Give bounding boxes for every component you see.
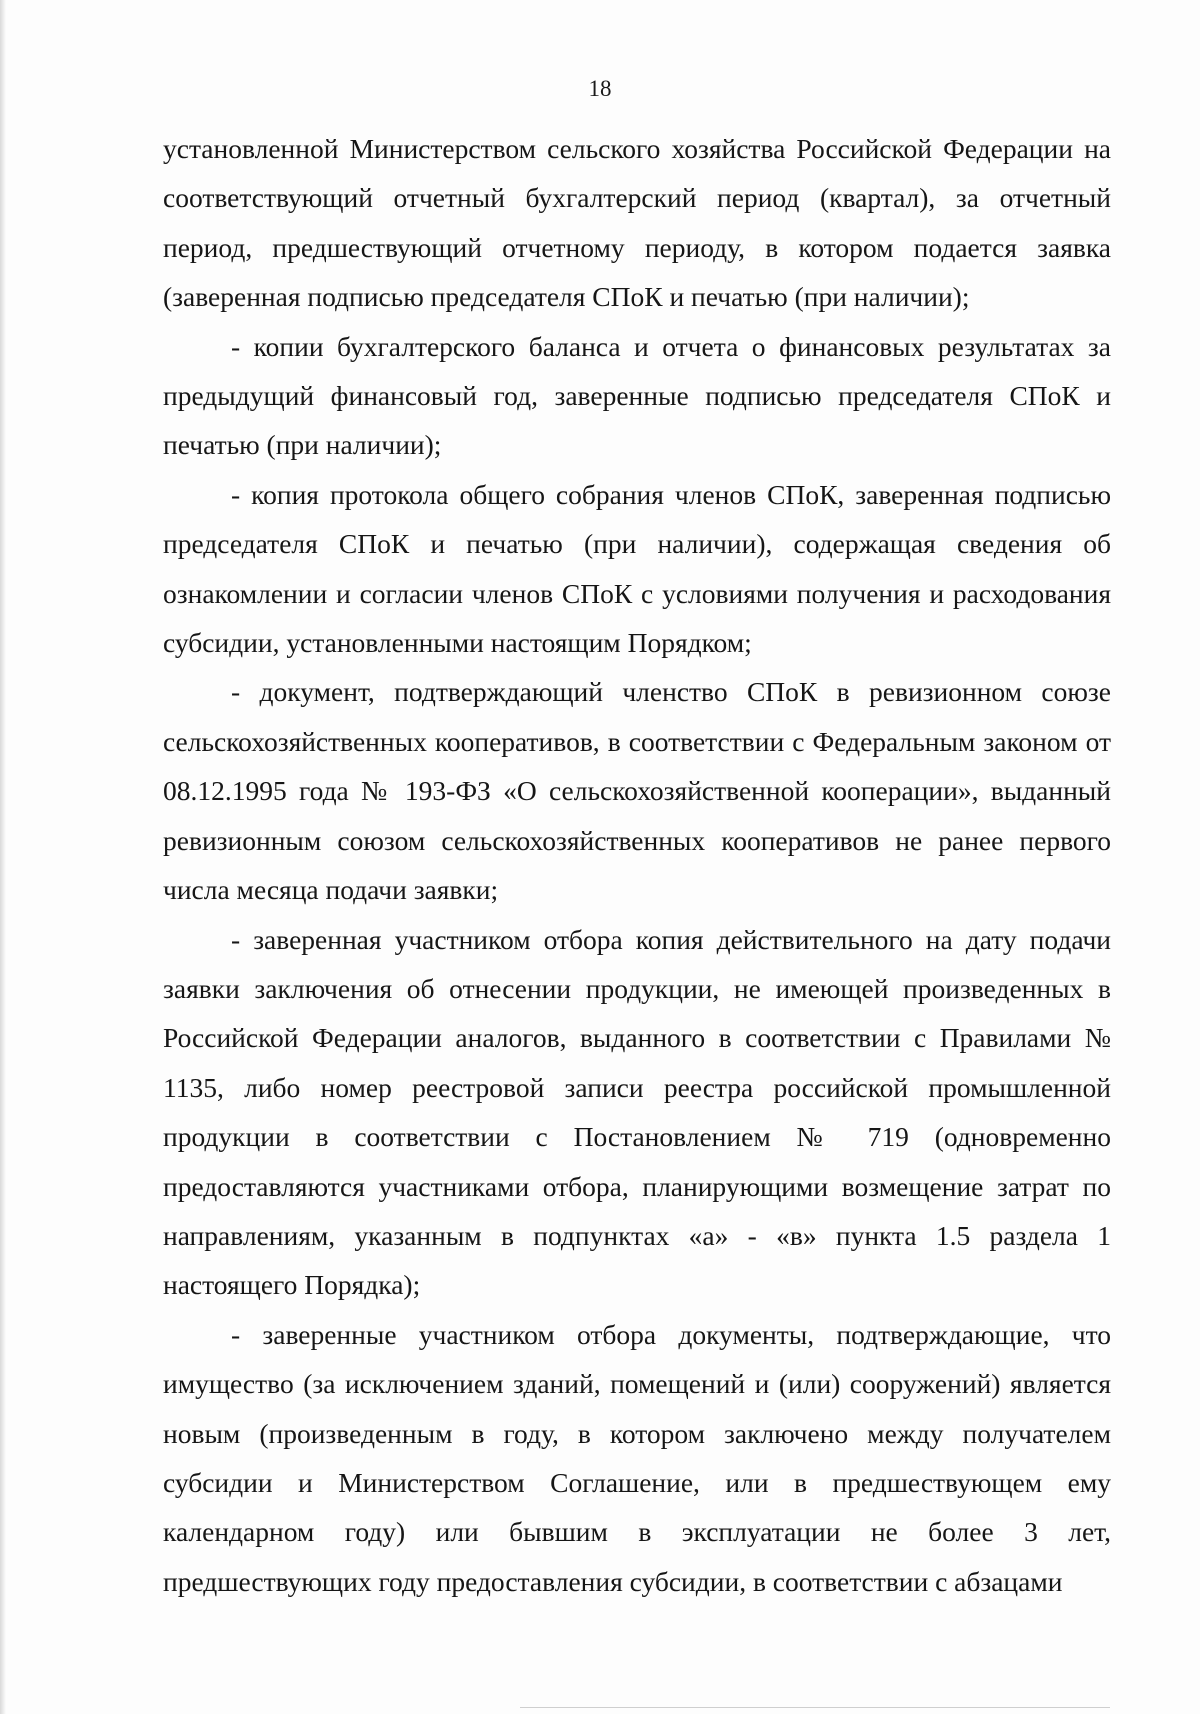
paragraph-meeting-protocol: - копия протокола общего собрания членов СПоК, заверенная подписью председателя СПоК и печатью (при наличии), содержащая сведения об ознакомлении и согласии членов СПоК с условиями получения и расходования субсидии, установленными настоящим Порядком; <box>163 478 1111 659</box>
paragraph-audit-union-membership: - документ, подтверждающий членство СПоК в ревизионном союзе сельскохозяйственных кооперативов, в соответствии с Федеральным законом от 08.12.1995 года № 193-ФЗ «О сельскохозяйственной кооперации», выданный ревизионным союзом сельскохозяйственных кооперативов не ранее первого числа месяца подачи заявки; <box>163 676 1111 906</box>
body-text <box>163 124 1111 1606</box>
paragraph-property-documents: - заверенные участником отбора документы, подтверждающие, что имущество (за исключением зданий, помещений и (или) сооружений) является новым (произведенным в году, в котором заключено между получателем субсидии и Министерством Соглашение, или в предшествующем ему календарном году) или бывшим в эксплуатации не более 3 лет, предшествующих году предоставления субсидии, в соответствии с абзацами <box>163 1318 1111 1597</box>
page-number: 18 <box>588 76 612 101</box>
bottom-scan-line <box>520 1707 1110 1708</box>
paragraph-balance-copies: - копии бухгалтерского баланса и отчета о финансовых результатах за предыдущий финансовый год, заверенные подписью председателя СПоК и печатью (при наличии); <box>163 330 1111 461</box>
scan-edge-shadow <box>0 0 6 1714</box>
paragraph-product-conclusion: - заверенная участником отбора копия действительного на дату подачи заявки заключения об отнесении продукции, не имеющей произведенных в Российской Федерации аналогов, выданного в соответствии с Правилами № 1135, либо номер реестровой записи реестра российской промышленной продукции в соответствии с Постановлением № 719 (одновременно предоставляются участниками отбора, планирующими возмещение затрат по направлениям, указанным в подпунктах «а» - «в» пункта 1.5 раздела 1 настоящего Порядка); <box>163 923 1111 1301</box>
paragraph-continuation: установленной Министерством сельского хозяйства Российской Федерации на соответствующий отчетный бухгалтерский период (квартал), за отчетный период, предшествующий отчетному периоду, в котором подается заявка (заверенная подписью председателя СПоК и печатью (при наличии); <box>163 133 1111 313</box>
